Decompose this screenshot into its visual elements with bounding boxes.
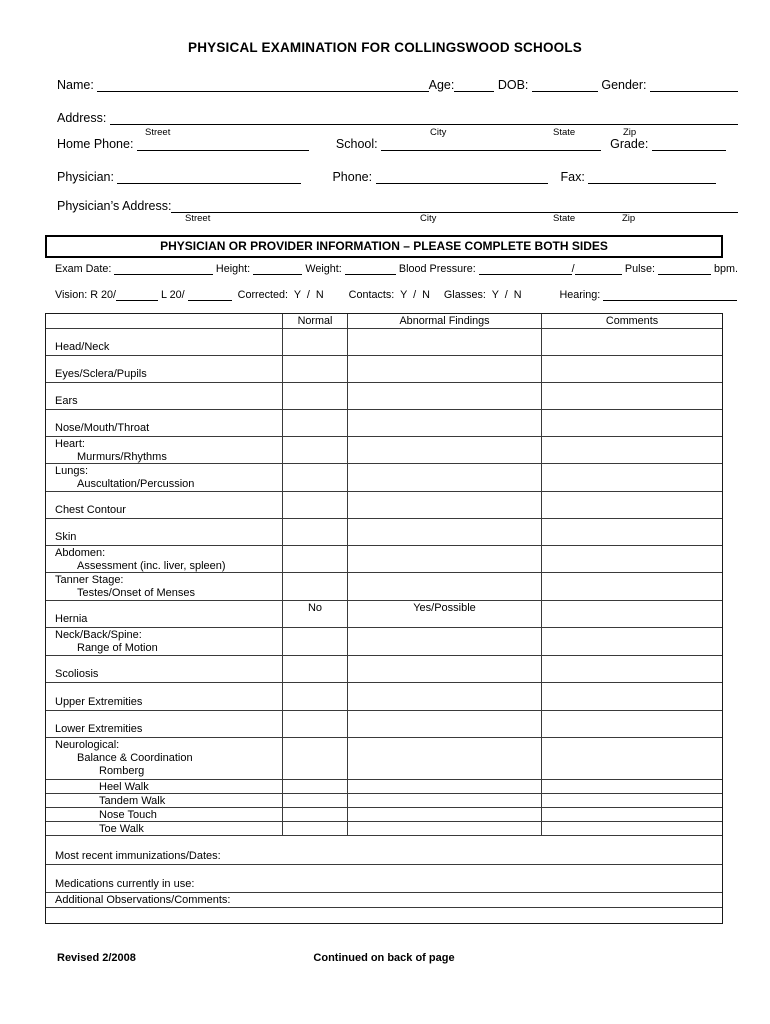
comments-cell[interactable] xyxy=(542,808,722,821)
age-label: Age: xyxy=(428,78,455,92)
abnormal-findings-cell[interactable] xyxy=(348,546,542,572)
normal-cell[interactable] xyxy=(283,573,348,600)
exam-row-label xyxy=(46,711,283,737)
exam-item-text: Head/Neck xyxy=(55,341,110,353)
exam-item-text: Range of Motion xyxy=(77,642,158,654)
height-field[interactable] xyxy=(253,263,302,275)
column-header-blank xyxy=(46,314,283,328)
gender-field[interactable] xyxy=(650,78,738,92)
vision-left-label: L 20/ xyxy=(158,289,188,301)
normal-cell[interactable] xyxy=(283,683,348,710)
physician-address-sublabels xyxy=(45,213,738,225)
exam-table-fullwidth-row xyxy=(46,893,722,908)
normal-cell[interactable] xyxy=(283,794,348,807)
column-header-abnormal-findings: Abnormal Findings xyxy=(348,314,542,328)
exam-item-text: Nose Touch xyxy=(99,809,157,821)
city-sublabel: City xyxy=(430,127,447,138)
exam-table-row xyxy=(46,329,722,356)
abnormal-findings-cell[interactable] xyxy=(348,808,542,821)
bp-diastolic-field[interactable] xyxy=(575,263,622,275)
glasses-yn-label: Glasses: Y / N xyxy=(443,289,522,301)
exam-row-label xyxy=(46,410,283,436)
exam-table-row xyxy=(46,546,722,573)
exam-item-text: Ears xyxy=(55,395,78,407)
fullwidth-row-field[interactable] xyxy=(46,865,722,892)
normal-cell[interactable] xyxy=(283,329,348,355)
exam-table-row xyxy=(46,410,722,437)
normal-cell[interactable] xyxy=(283,656,348,682)
comments-cell[interactable] xyxy=(542,492,722,518)
abnormal-findings-cell[interactable] xyxy=(348,356,542,382)
vision-right-label: Vision: R 20/ xyxy=(55,289,117,301)
fullwidth-row-label: Most recent immunizations/Dates: xyxy=(55,850,221,862)
weight-field[interactable] xyxy=(345,263,396,275)
state-sublabel: State xyxy=(553,213,576,224)
exam-table-row xyxy=(46,738,722,780)
zip-sublabel: Zip xyxy=(622,213,636,224)
address-field[interactable] xyxy=(110,111,738,125)
dob-field[interactable] xyxy=(532,78,598,92)
abnormal-findings-cell[interactable]: Yes/Possible xyxy=(348,601,542,627)
exam-date-field[interactable] xyxy=(114,263,213,275)
abnormal-findings-cell[interactable] xyxy=(348,437,542,463)
physician-field[interactable] xyxy=(117,170,301,184)
pulse-field[interactable] xyxy=(658,263,711,275)
normal-cell[interactable] xyxy=(283,808,348,821)
exam-date-label: Exam Date: xyxy=(55,263,115,275)
abnormal-findings-cell[interactable] xyxy=(348,383,542,409)
exam-row-label xyxy=(46,822,283,835)
school-label: School: xyxy=(335,137,382,151)
exam-item-text: Testes/Onset of Menses xyxy=(77,587,195,599)
physician-row xyxy=(45,170,738,184)
vision-row xyxy=(45,289,738,301)
state-sublabel: State xyxy=(553,127,576,138)
pulse-label: Pulse: xyxy=(621,263,658,275)
blood-pressure-label: Blood Pressure: xyxy=(395,263,479,275)
vision-right-field[interactable] xyxy=(116,289,158,301)
exam-table-row xyxy=(46,683,722,711)
exam-table-row xyxy=(46,356,722,383)
normal-cell[interactable] xyxy=(283,546,348,572)
fullwidth-row-label: Additional Observations/Comments: xyxy=(55,894,231,906)
normal-cell[interactable]: No xyxy=(283,601,348,627)
exam-item-text: Hernia xyxy=(55,613,88,625)
abnormal-findings-cell[interactable] xyxy=(348,464,542,491)
comments-cell[interactable] xyxy=(542,794,722,807)
exam-item-text: Assessment (inc. liver, spleen) xyxy=(77,560,226,572)
exam-row-label xyxy=(46,356,283,382)
column-header-comments: Comments xyxy=(605,315,659,327)
exam-item-text: Skin xyxy=(55,531,77,543)
comments-cell[interactable] xyxy=(542,711,722,737)
normal-cell[interactable] xyxy=(283,822,348,835)
exam-item-text: Neurological: xyxy=(55,739,120,751)
normal-cell[interactable] xyxy=(283,492,348,518)
bp-systolic-field[interactable] xyxy=(479,263,572,275)
exam-item-text: Lower Extremities xyxy=(55,723,143,735)
street-sublabel: Street xyxy=(185,213,211,224)
physician-phone-label: Phone: xyxy=(332,170,376,184)
fullwidth-row-field[interactable] xyxy=(46,908,722,923)
bpm-label: bpm. xyxy=(710,263,738,275)
abnormal-findings-cell[interactable] xyxy=(348,794,542,807)
abnormal-findings-cell[interactable] xyxy=(348,329,542,355)
exam-table xyxy=(45,313,723,924)
comments-cell[interactable] xyxy=(542,329,722,355)
exam-table-header-row xyxy=(46,314,722,329)
fullwidth-row-label: Medications currently in use: xyxy=(55,878,195,890)
exam-item-text: Neck/Back/Spine: xyxy=(55,629,142,641)
address-row xyxy=(45,111,738,125)
normal-cell[interactable] xyxy=(283,711,348,737)
comments-cell[interactable] xyxy=(542,356,722,382)
normal-cell[interactable] xyxy=(283,780,348,793)
exam-row-label xyxy=(46,383,283,409)
exam-table-row xyxy=(46,808,722,822)
exam-item-text: Nose/Mouth/Throat xyxy=(55,422,150,434)
fax-field[interactable] xyxy=(588,170,716,184)
age-field[interactable] xyxy=(454,78,494,92)
exam-item-text: Lungs: xyxy=(55,465,89,477)
exam-table-row xyxy=(46,628,722,656)
home-phone-field[interactable] xyxy=(137,137,309,151)
comments-cell[interactable] xyxy=(542,683,722,710)
hearing-field[interactable] xyxy=(603,289,737,301)
comments-cell[interactable] xyxy=(542,437,722,463)
page-title: PHYSICAL EXAMINATION FOR COLLINGSWOOD SCHOOLS xyxy=(187,40,582,55)
vision-left-field[interactable] xyxy=(188,289,232,301)
comments-cell[interactable] xyxy=(542,519,722,545)
exam-item-text: Balance & Coordination xyxy=(77,752,193,764)
abnormal-findings-cell[interactable] xyxy=(348,628,542,655)
comments-cell[interactable] xyxy=(542,822,722,835)
exam-row-label xyxy=(46,656,283,682)
normal-cell[interactable] xyxy=(283,410,348,436)
physician-address-label: Physician’s Address: xyxy=(57,199,172,213)
exam-table-row xyxy=(46,383,722,410)
exam-table-fullwidth-row xyxy=(46,908,722,923)
weight-label: Weight: xyxy=(302,263,345,275)
comments-cell[interactable] xyxy=(542,780,722,793)
exam-table-row xyxy=(46,656,722,683)
continued-note: Continued on back of page xyxy=(313,952,455,964)
abnormal-findings-cell[interactable] xyxy=(348,656,542,682)
column-header-normal: Normal xyxy=(283,314,348,328)
exam-table-row xyxy=(46,464,722,492)
exam-item-text: Upper Extremities xyxy=(55,696,143,708)
exam-row-label xyxy=(46,437,283,463)
exam-row-label xyxy=(46,808,283,821)
normal-cell[interactable] xyxy=(283,383,348,409)
normal-cell[interactable] xyxy=(283,628,348,655)
home-phone-row xyxy=(45,137,738,151)
exam-item-text: Heel Walk xyxy=(99,781,149,793)
name-row xyxy=(45,78,738,92)
exam-table-row xyxy=(46,492,722,519)
abnormal-findings-cell[interactable] xyxy=(348,492,542,518)
exam-item-text: Abdomen: xyxy=(55,547,106,559)
comments-cell[interactable] xyxy=(542,656,722,682)
abnormal-findings-cell[interactable] xyxy=(348,683,542,710)
exam-table-row xyxy=(46,573,722,601)
exam-table-row xyxy=(46,780,722,794)
exam-row-label xyxy=(46,329,283,355)
hearing-label: Hearing: xyxy=(559,289,604,301)
comments-cell[interactable] xyxy=(542,410,722,436)
normal-cell[interactable] xyxy=(283,519,348,545)
normal-cell[interactable] xyxy=(283,437,348,463)
exam-row-label xyxy=(46,464,283,491)
normal-cell[interactable] xyxy=(283,738,348,779)
comments-cell[interactable] xyxy=(542,601,722,627)
abnormal-findings-cell[interactable] xyxy=(348,519,542,545)
abnormal-findings-cell[interactable] xyxy=(348,780,542,793)
abnormal-findings-cell[interactable] xyxy=(348,410,542,436)
abnormal-findings-cell[interactable] xyxy=(348,822,542,835)
abnormal-findings-cell[interactable] xyxy=(348,738,542,779)
street-sublabel: Street xyxy=(145,127,171,138)
comments-cell[interactable] xyxy=(542,738,722,779)
physician-address-row xyxy=(45,199,738,213)
exam-row-label xyxy=(46,628,283,655)
school-field[interactable] xyxy=(381,137,601,151)
comments-cell[interactable] xyxy=(542,573,722,600)
exam-item-text: Tanner Stage: xyxy=(55,574,124,586)
exam-item-text: Chest Contour xyxy=(55,504,126,516)
exam-row-label xyxy=(46,738,283,779)
height-label: Height: xyxy=(212,263,254,275)
comments-cell[interactable] xyxy=(542,383,722,409)
gender-label: Gender: xyxy=(597,78,650,92)
exam-table-fullwidth-row xyxy=(46,836,722,865)
comments-cell[interactable] xyxy=(542,546,722,572)
grade-field[interactable] xyxy=(652,137,726,151)
normal-cell[interactable] xyxy=(283,356,348,382)
contacts-yn-label: Contacts: Y / N xyxy=(348,289,430,301)
zip-sublabel: Zip xyxy=(623,127,637,138)
corrected-yn-label: Corrected: Y / N xyxy=(231,289,324,301)
physician-phone-field[interactable] xyxy=(376,170,548,184)
exam-row-label xyxy=(46,601,283,627)
exam-item-text: Auscultation/Percussion xyxy=(77,478,195,490)
exam-row-label xyxy=(46,683,283,710)
normal-cell[interactable] xyxy=(283,464,348,491)
exam-item-text: Tandem Walk xyxy=(99,795,166,807)
exam-table-row xyxy=(46,711,722,738)
fax-label: Fax: xyxy=(560,170,589,184)
exam-row-label xyxy=(46,573,283,600)
comments-cell[interactable] xyxy=(542,628,722,655)
name-field[interactable] xyxy=(97,78,428,92)
address-label: Address: xyxy=(57,111,110,125)
exam-table-row xyxy=(46,822,722,836)
fullwidth-row-field[interactable] xyxy=(46,836,722,864)
physician-label: Physician: xyxy=(57,170,118,184)
exam-item-text: Scoliosis xyxy=(55,668,99,680)
exam-table-fullwidth-row xyxy=(46,865,722,893)
bp-slash: / xyxy=(571,263,575,275)
exam-item-text: Murmurs/Rhythms xyxy=(77,451,167,463)
exam-item-text: Eyes/Sclera/Pupils xyxy=(55,368,147,380)
exam-table-row xyxy=(46,519,722,546)
exam-item-text: Toe Walk xyxy=(99,823,144,835)
physician-address-field[interactable] xyxy=(171,199,738,213)
exam-row-label xyxy=(46,519,283,545)
city-sublabel: City xyxy=(420,213,437,224)
exam-row-label xyxy=(46,546,283,572)
name-label: Name: xyxy=(57,78,98,92)
exam-table-row xyxy=(46,437,722,464)
exam-item-text: Heart: xyxy=(55,438,85,450)
fullwidth-row-field[interactable] xyxy=(46,893,722,907)
grade-label: Grade: xyxy=(610,137,652,151)
exam-row-label xyxy=(46,492,283,518)
exam-date-row xyxy=(45,263,738,275)
exam-table-row xyxy=(46,601,722,628)
revision-note: Revised 2/2008 xyxy=(57,952,136,964)
exam-row-label xyxy=(46,794,283,807)
home-phone-label: Home Phone: xyxy=(57,137,137,151)
abnormal-findings-cell[interactable] xyxy=(348,573,542,600)
exam-table-row xyxy=(46,794,722,808)
dob-label: DOB: xyxy=(494,78,532,92)
exam-item-text: Romberg xyxy=(99,765,145,777)
comments-cell[interactable] xyxy=(542,464,722,491)
abnormal-findings-cell[interactable] xyxy=(348,711,542,737)
exam-row-label xyxy=(46,780,283,793)
section-banner: PHYSICIAN OR PROVIDER INFORMATION – PLEASE COMPLETE BOTH SIDES xyxy=(45,235,723,258)
